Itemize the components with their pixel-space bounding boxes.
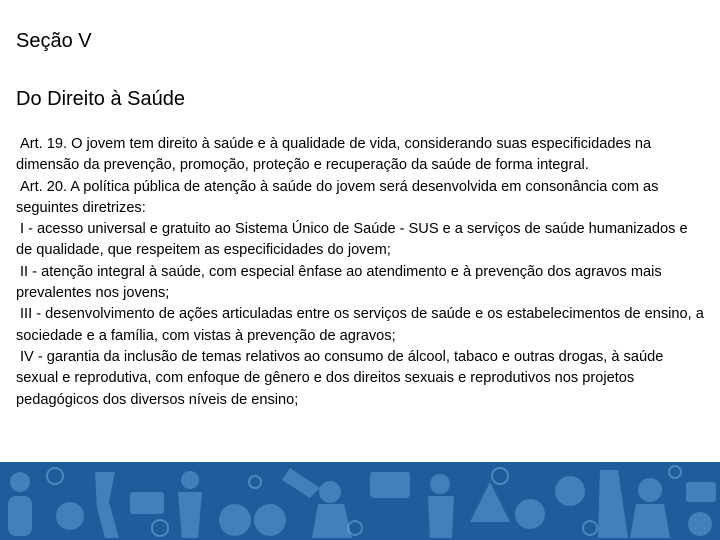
paragraph-item-iii: III - desenvolvimento de ações articuladas entre os serviços de saúde e os estabelecimentos de ensino, a sociedade e a família, com vistas à prevenção de agravos; [16, 306, 704, 344]
youth-pattern-illustration [0, 462, 720, 540]
decorative-footer-band [0, 462, 720, 540]
section-title: Seção V [16, 30, 92, 52]
paragraph-art-20: Art. 20. A política pública de atenção à saúde do jovem será desenvolvida em consonância com as seguintes diretrizes: [16, 178, 659, 216]
paragraph-item-i: I - acesso universal e gratuito ao Sistema Único de Saúde - SUS e a serviços de saúde humanizados e de qualidade, que respeitem as especificidades do jovem; [16, 221, 688, 259]
paragraph-art-19: Art. 19. O jovem tem direito à saúde e à qualidade de vida, considerando suas especificidades na dimensão da prevenção, promoção, proteção e recuperação da saúde de forma integral. [16, 136, 652, 174]
body-text [16, 134, 706, 411]
subtitle: Do Direito à Saúde [16, 88, 185, 110]
paragraph-item-iv: IV - garantia da inclusão de temas relativos ao consumo de álcool, tabaco e outras drogas, à saúde sexual e reprodutiva, com enfoque de gênero e dos direitos sexuais e reprodutivos nos projetos pedagógicos dos diversos níveis de ensino; [16, 348, 664, 408]
paragraph-item-ii: II - atenção integral à saúde, com especial ênfase ao atendimento e à prevenção dos agravos mais prevalentes nos jovens; [16, 263, 662, 302]
